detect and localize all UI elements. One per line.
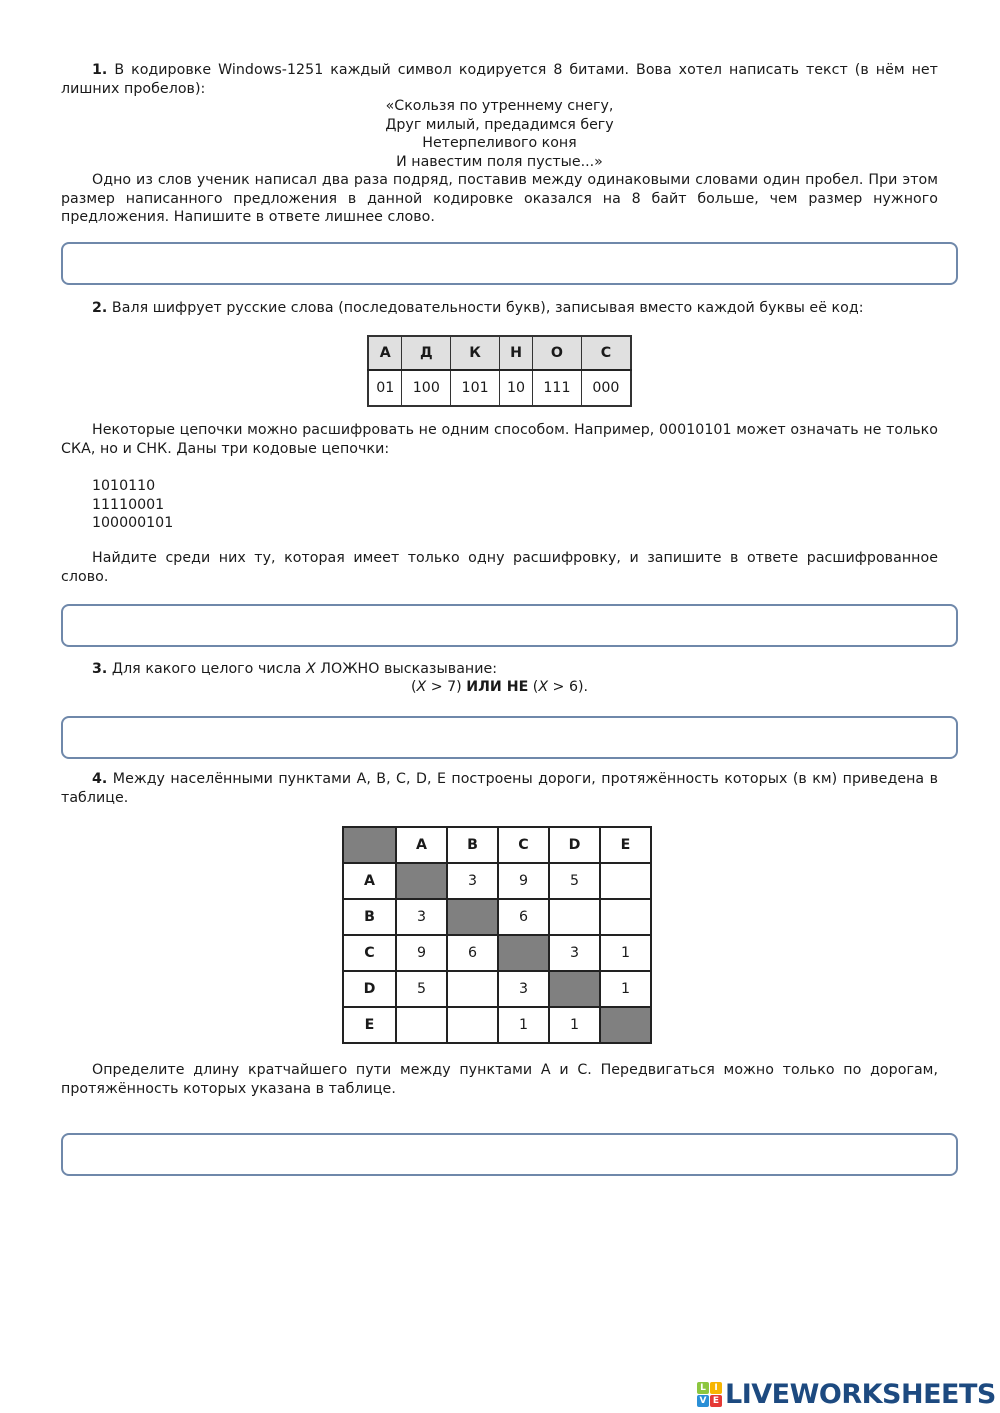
q3-expr-part: > 7) xyxy=(426,679,467,695)
code-letter-cell: Н xyxy=(499,336,532,370)
q3-answer-box[interactable] xyxy=(61,716,958,759)
q3-variable: X xyxy=(305,661,316,677)
logo-text: LIVEWORKSHEETS xyxy=(725,1378,996,1410)
q2-chain-3: 100000101 xyxy=(92,515,174,531)
diagonal-cell xyxy=(498,935,549,971)
code-table-letters-row xyxy=(368,336,631,370)
distance-cell: 5 xyxy=(396,971,447,1007)
distance-cell: 3 xyxy=(549,935,600,971)
code-letter-cell: К xyxy=(451,336,500,370)
row-header: D xyxy=(343,971,396,1007)
distance-row xyxy=(343,863,651,899)
q3-intro-b: ЛОЖНО высказывание: xyxy=(315,661,498,677)
q2-answer-input[interactable] xyxy=(63,606,956,645)
column-header: D xyxy=(549,827,600,863)
q2-intro-text: Валя шифрует русские слова (последовательности букв), записывая вместо каждой буквы её код: xyxy=(107,300,864,316)
q2-paragraph: Некоторые цепочки можно расшифровать не одним способом. Например, 00010101 может означать не только СКА, но и СНК. Даны три кодовые цепочки: xyxy=(61,422,938,457)
distance-cell: 3 xyxy=(447,863,498,899)
distance-cell xyxy=(396,1007,447,1043)
code-value-cell: 000 xyxy=(581,370,631,406)
code-value-cell: 01 xyxy=(368,370,402,406)
liveworksheets-logo xyxy=(697,1378,996,1410)
corner-cell xyxy=(343,827,396,863)
q3-expr-var: X xyxy=(416,679,427,695)
logo-letter: V xyxy=(697,1395,709,1407)
distance-cell: 1 xyxy=(600,935,651,971)
column-header: E xyxy=(600,827,651,863)
q3-intro xyxy=(61,660,938,679)
row-header: A xyxy=(343,863,396,899)
distance-cell: 1 xyxy=(600,971,651,1007)
q3-expr-part: > 6). xyxy=(548,679,589,695)
diagonal-cell xyxy=(600,1007,651,1043)
diagonal-cell xyxy=(447,899,498,935)
code-table xyxy=(367,335,632,407)
q2-intro xyxy=(61,299,938,318)
distance-table xyxy=(342,826,652,1044)
q1-intro-text: В кодировке Windows-1251 каждый символ кодируется 8 битами. Вова хотел написать текст (в нём нет лишних пробелов): xyxy=(61,62,938,97)
q3-expr-part: ( xyxy=(410,679,417,695)
distance-cell xyxy=(549,899,600,935)
q4-intro xyxy=(61,770,938,807)
code-letter-cell: О xyxy=(533,336,582,370)
column-header: A xyxy=(396,827,447,863)
q1-poem-line-3: Нетерпеливого коня xyxy=(422,135,577,151)
q4-answer-box[interactable] xyxy=(61,1133,958,1176)
column-header: C xyxy=(498,827,549,863)
row-header: B xyxy=(343,899,396,935)
q4-task: Определите длину кратчайшего пути между пунктами A и C. Передвигаться можно только по дорогам, протяжённость которых указана в таблице. xyxy=(61,1062,938,1097)
distance-row xyxy=(343,935,651,971)
distance-cell: 3 xyxy=(396,899,447,935)
distance-cell xyxy=(447,1007,498,1043)
q1-poem-line-1: «Скользя по утреннему снегу, xyxy=(385,98,614,114)
q2-number: 2. xyxy=(92,300,108,316)
distance-cell: 1 xyxy=(549,1007,600,1043)
q2-answer-box[interactable] xyxy=(61,604,958,647)
diagonal-cell xyxy=(396,863,447,899)
q3-answer-input[interactable] xyxy=(63,718,956,757)
distance-cell: 5 xyxy=(549,863,600,899)
q1-answer-box[interactable] xyxy=(61,242,958,285)
q4-intro-text: Между населёнными пунктами A, B, C, D, E построены дороги, протяжённость которых (в км) приведена в таблице. xyxy=(61,771,938,806)
q3-expression xyxy=(61,678,938,697)
logo-letter: E xyxy=(710,1395,722,1407)
distance-cell xyxy=(600,899,651,935)
q4-answer-input[interactable] xyxy=(63,1135,956,1174)
q1-poem-line-2: Друг милый, предадимся бегу xyxy=(385,116,614,133)
q1-answer-input[interactable] xyxy=(63,244,956,283)
code-value-cell: 111 xyxy=(533,370,582,406)
distance-cell: 6 xyxy=(498,899,549,935)
q2-chain-2: 11110001 xyxy=(92,496,165,513)
code-value-cell: 10 xyxy=(499,370,532,406)
code-table-codes-row xyxy=(368,370,631,406)
distance-row xyxy=(343,1007,651,1043)
code-value-cell: 101 xyxy=(451,370,500,406)
q3-number: 3. xyxy=(92,661,108,677)
distance-header-row xyxy=(343,827,651,863)
q1-number: 1. xyxy=(92,62,108,78)
distance-cell: 9 xyxy=(498,863,549,899)
q1-poem-line-4: И навестим поля пустые...» xyxy=(396,153,603,170)
distance-cell xyxy=(447,971,498,1007)
q2-task: Найдите среди них ту, которая имеет только одну расшифровку, и запишите в ответе расшифрованное слово. xyxy=(61,550,938,585)
logo-icon xyxy=(697,1382,722,1407)
q3-expr-operator: ИЛИ НЕ xyxy=(466,679,529,695)
distance-row xyxy=(343,899,651,935)
code-value-cell: 100 xyxy=(402,370,451,406)
row-header: E xyxy=(343,1007,396,1043)
code-letter-cell: С xyxy=(581,336,631,370)
distance-cell: 1 xyxy=(498,1007,549,1043)
diagonal-cell xyxy=(549,971,600,1007)
column-header: B xyxy=(447,827,498,863)
logo-letter: L xyxy=(697,1382,709,1394)
row-header: C xyxy=(343,935,396,971)
code-letter-cell: Д xyxy=(402,336,451,370)
q1-intro xyxy=(61,61,938,98)
q3-expr-part: ( xyxy=(528,679,539,695)
q1-task: Одно из слов ученик написал два раза подряд, поставив между одинаковыми словами один пробел. При этом размер написанного предложения в данной кодировке оказался на 8 байт больше, чем размер нужного предложения. Напишите в ответе лишнее слово. xyxy=(61,172,938,225)
distance-cell: 6 xyxy=(447,935,498,971)
q3-expr-var: X xyxy=(538,679,549,695)
q4-number: 4. xyxy=(92,771,108,787)
code-letter-cell: А xyxy=(368,336,402,370)
q2-chain-1: 1010110 xyxy=(92,478,156,494)
distance-cell xyxy=(600,863,651,899)
distance-cell: 9 xyxy=(396,935,447,971)
distance-row xyxy=(343,971,651,1007)
q3-intro-a: Для какого целого числа xyxy=(107,661,306,677)
logo-letter: I xyxy=(710,1382,722,1394)
distance-cell: 3 xyxy=(498,971,549,1007)
